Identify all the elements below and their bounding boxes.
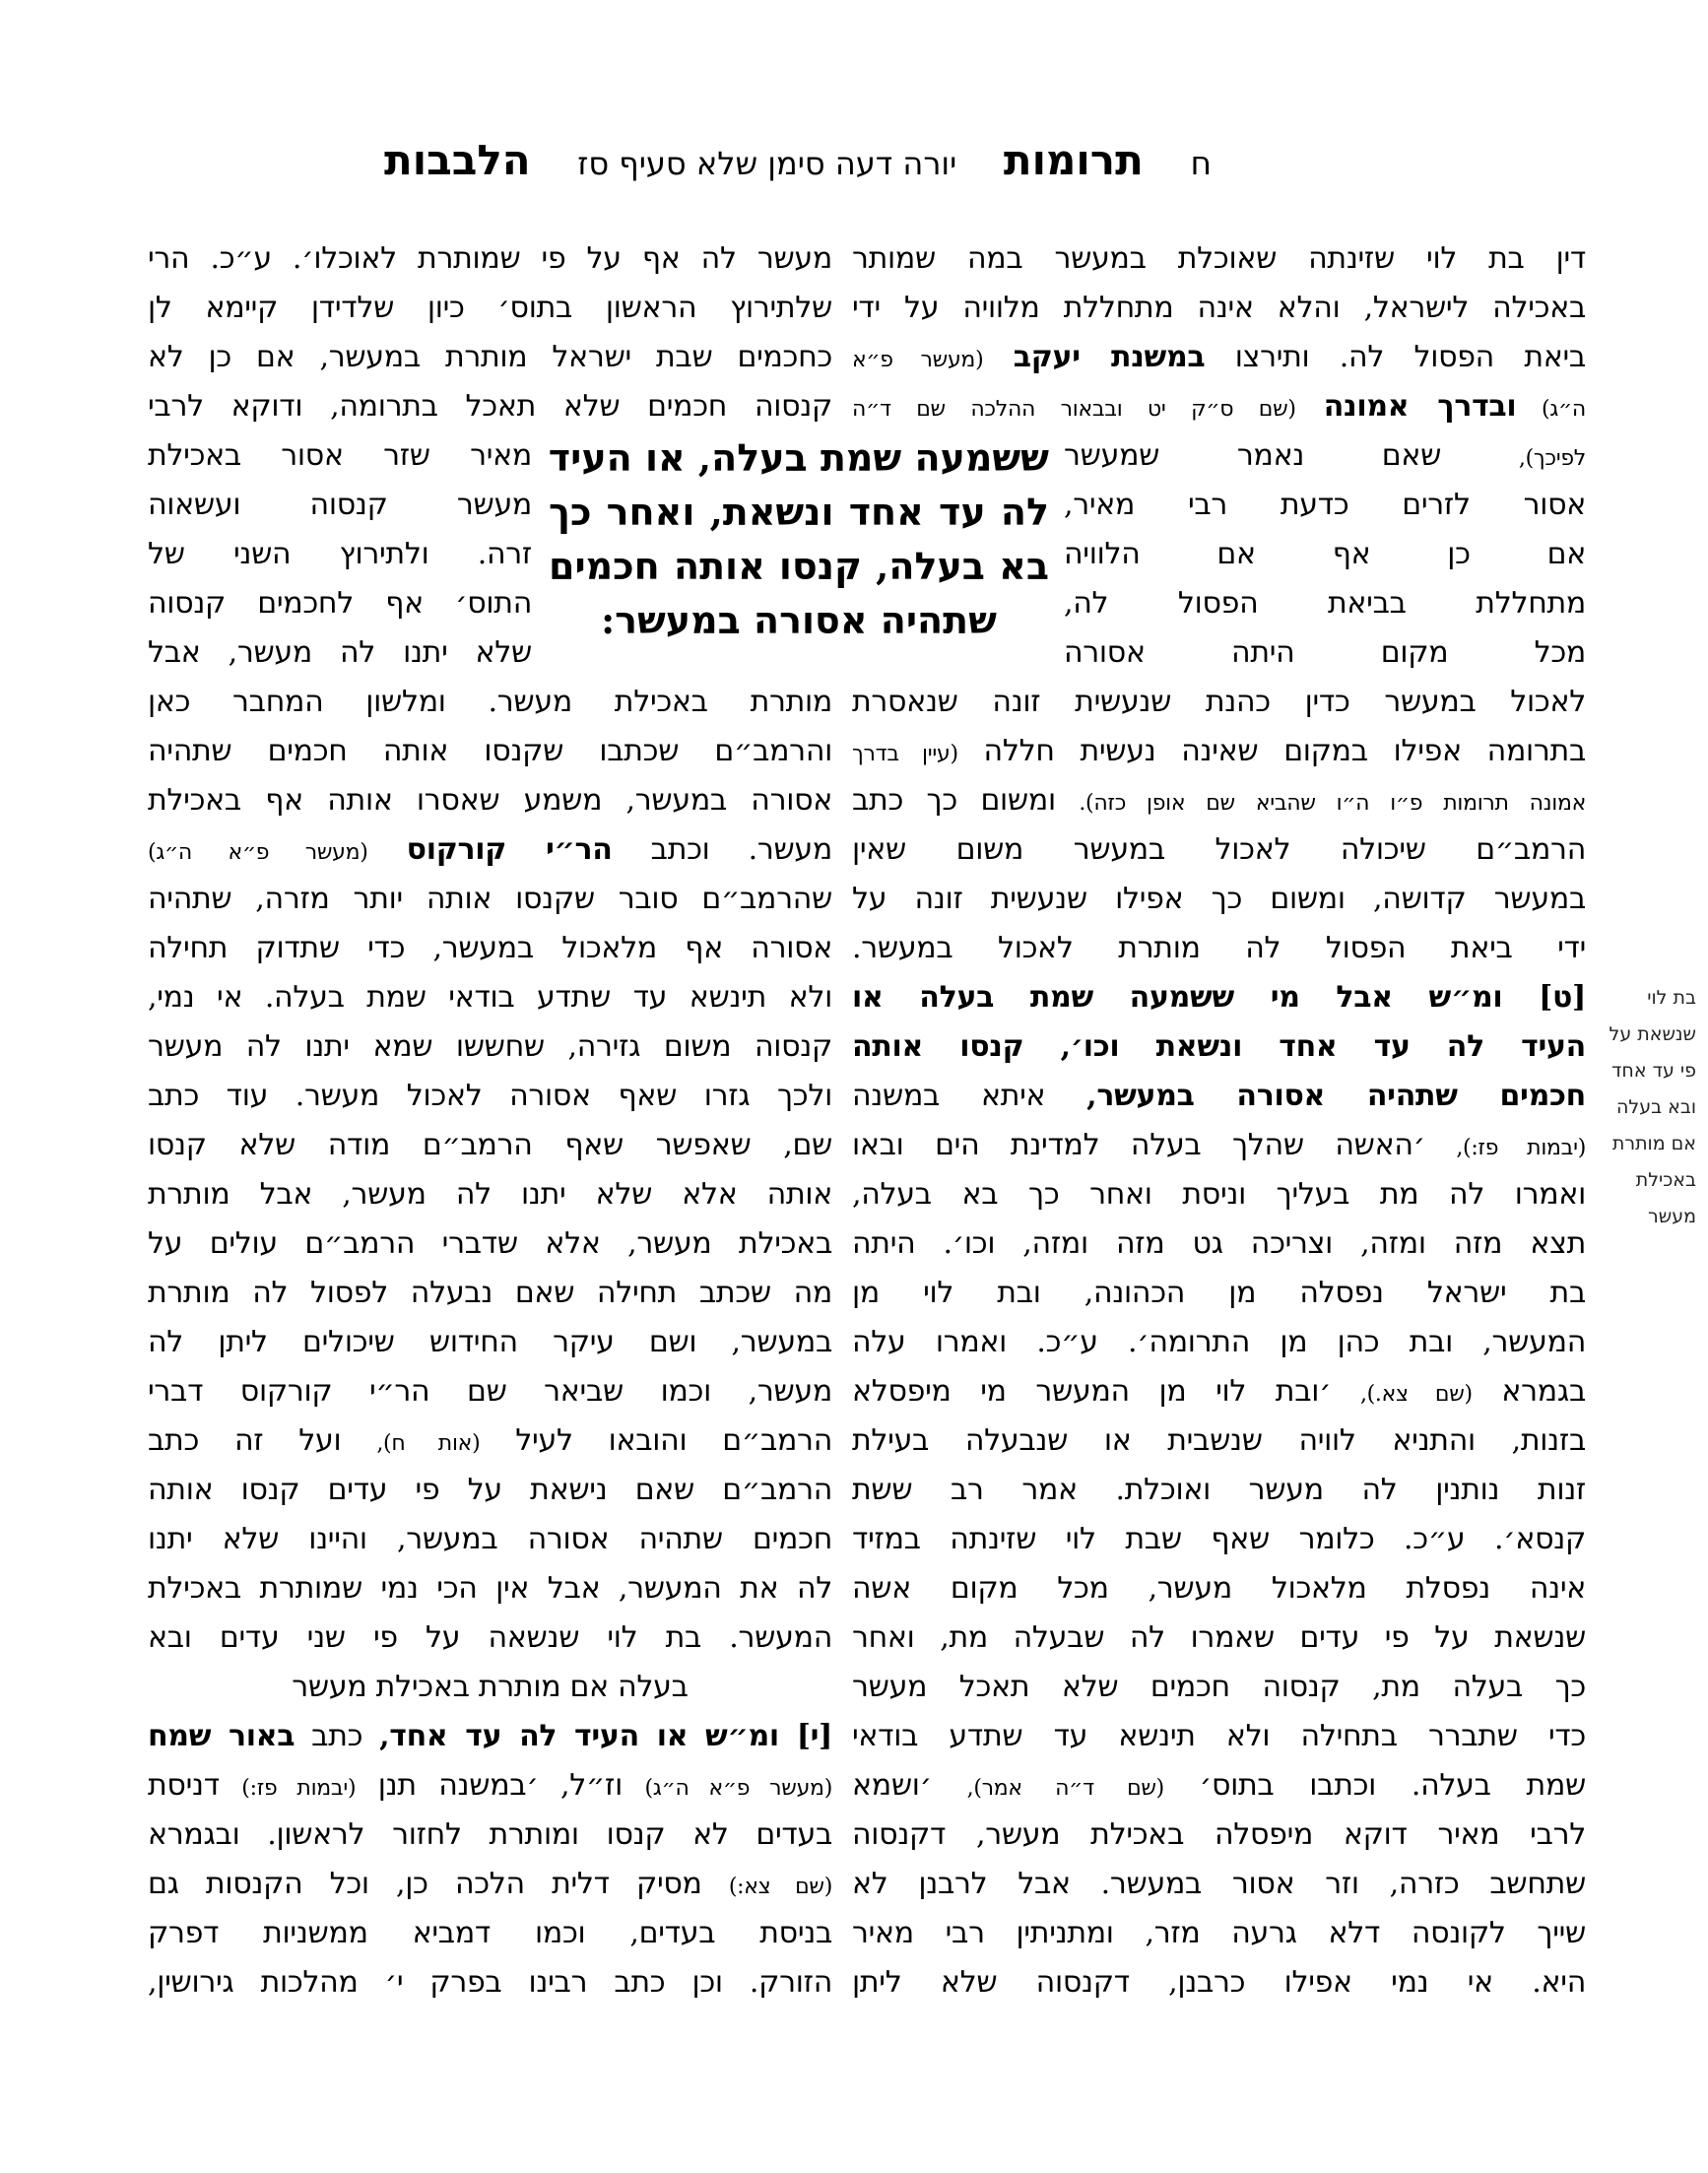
text-segment: תצא מזה ומזה, וצריכה גט מזה ומזה, וכו׳. היתה [852, 1226, 1586, 1261]
text-segment: אסורה אף מלאכול במעשר, כדי שתדוק תחילה [148, 931, 832, 965]
text-segment: ולכך גזרו שאף אסורה לאכול מעשר. עוד כתב [148, 1079, 832, 1113]
book-title: תרומות [1003, 136, 1144, 184]
text-segment: כדי שתברר בתחילה ולא תינשא עד שתדע בודאי [852, 1719, 1586, 1753]
text-segment: אינה נפסלת מלאכול מעשר, מכל מקום אשה [852, 1571, 1586, 1606]
text-line [852, 1367, 1586, 1416]
text-line [148, 1811, 832, 1860]
text-segment: באכילה לישראל, והלא אינה מתחללת מלוויה על ידי [852, 291, 1586, 325]
text-line [148, 333, 832, 382]
text-line [852, 1860, 1586, 1909]
text-line [852, 1022, 1586, 1072]
text-line [852, 234, 1586, 284]
text-segment: הרמב״ם שאם נישאת על פי עדים קנסו אותה [148, 1473, 832, 1507]
text-line [148, 1367, 832, 1416]
text-line [852, 1663, 1586, 1712]
text-segment: [ט] ומ״ש אבל מי ששמעה שמת בעלה או [852, 980, 1586, 1015]
text-line [852, 825, 1586, 875]
text-line [852, 284, 1586, 333]
text-line [148, 973, 832, 1022]
left-column-narrow [148, 431, 532, 678]
text-line [852, 1269, 1586, 1318]
text-segment: העיד לה עד אחד ונשאת וכו׳, קנסו אותה [852, 1029, 1586, 1064]
text-line [148, 825, 832, 875]
text-line [148, 431, 532, 481]
text-line [148, 727, 832, 776]
text-segment: קנסא׳. ע״כ. כלומר שאף שבת לוי שזינתה במזיד [852, 1522, 1586, 1556]
text-line [148, 678, 832, 727]
text-line [148, 234, 832, 284]
text-segment: שלתירוץ הראשון בתוס׳ כיון שלדידן קיימא לן [148, 291, 832, 325]
text-line [148, 481, 532, 530]
text-segment: אותה אלא שלא יתנו לה מעשר, אבל מותרת [148, 1177, 832, 1212]
page-number: ח [1190, 144, 1212, 182]
margin-note [1594, 980, 1696, 1235]
text-segment: שנשאת על [1609, 1023, 1696, 1045]
text-line [148, 1121, 832, 1170]
text-segment: קנסוה משום גזירה, שחששו שמא יתנו לה מעשר [148, 1029, 832, 1064]
text-line [1064, 481, 1586, 530]
text-segment: שנשאת על פי עדים שאמרו לה שבעלה מת, ואחר [852, 1620, 1586, 1655]
text-segment: בת לוי [1647, 987, 1696, 1009]
text-line [148, 1269, 832, 1318]
text-line [148, 1022, 832, 1072]
text-line [852, 1958, 1586, 2008]
text-segment: שלא יתנו לה מעשר, אבל [148, 635, 532, 670]
text-line [148, 1072, 832, 1121]
text-segment: בגמרא [1472, 1374, 1586, 1409]
text-segment: מכל מקום היתה אסורה [1064, 635, 1586, 670]
text-segment: ביאת הפסול לה. ותירצו [1205, 340, 1586, 374]
text-segment [1296, 389, 1324, 424]
text-segment: ואמרו לה מת בעליך וניסת ואחר כך בא בעלה, [852, 1177, 1586, 1212]
section-reference: יורה דעה סימן שלא סעיף סז [577, 145, 957, 182]
text-line [1064, 579, 1586, 628]
text-line [852, 1170, 1586, 1219]
text-segment: מה שכתב תחילה שאם נבעלה לפסול לה מותרת [148, 1276, 832, 1310]
text-segment: הר״י קורקוס [406, 832, 613, 867]
text-segment: פי עד אחד [1611, 1060, 1696, 1082]
text-segment: ששמעה שמת בעלה, או העיד [549, 435, 1049, 480]
text-line [852, 973, 1586, 1022]
text-segment: לאכול במעשר כדין כהנת שנעשית זונה שנאסרת [852, 685, 1586, 719]
text-segment: מעשר [1648, 1206, 1696, 1227]
text-segment: [י] ומ״ש או העיד לה עד אחד, [379, 1719, 832, 1753]
text-line [148, 776, 832, 825]
text-segment: הרמב״ם והובאו לעיל [480, 1423, 832, 1458]
text-line [148, 1219, 832, 1269]
text-segment: שמת בעלה. וכתבו בתוס׳ [1163, 1768, 1586, 1803]
text-segment: (מעשר פ״א ה״ג) [148, 840, 368, 865]
text-segment: כתב [295, 1719, 380, 1753]
text-segment: (אות ח), [376, 1431, 481, 1456]
text-line [852, 1811, 1586, 1860]
text-line [148, 1466, 832, 1515]
text-segment: אמונה תרומות פ״ו ה״ו שהביא שם אופן כזה). [1079, 791, 1586, 816]
text-segment: מעשר. וכתב [612, 832, 832, 867]
text-segment: אם מותרת [1611, 1133, 1696, 1154]
text-line [148, 1712, 832, 1761]
text-segment: מאיר שזר אסור באכילת [148, 438, 532, 473]
text-segment: ידי ביאת הפסול לה מותרת לאכול במעשר. [852, 931, 1586, 965]
text-line [852, 1613, 1586, 1663]
text-segment: המעשר. בת לוי שנשאה על פי שני עדים ובא [148, 1620, 832, 1655]
text-line [148, 1416, 832, 1466]
text-line [852, 1761, 1586, 1811]
text-line [1594, 1199, 1696, 1235]
text-segment: אסור לזרים כדעת רבי מאיר, [1064, 488, 1586, 522]
text-segment: ובדרך אמונה [1323, 389, 1517, 424]
text-segment: באכילת מעשר, אלא שדברי הרמב״ם עולים על [148, 1226, 832, 1261]
text-segment: ולא תינשא עד שתדע בודאי שמת בעלה. אי נמי, [148, 980, 832, 1015]
text-line [148, 530, 532, 579]
text-line [148, 1613, 832, 1663]
text-segment: (יבמות פז:), [1456, 1136, 1586, 1160]
text-line [148, 628, 532, 678]
text-line [148, 1663, 832, 1712]
text-line [1594, 1017, 1696, 1053]
text-segment: שהרמב״ם סובר שקנסו אותה יותר מזרה, שתהיה [148, 882, 832, 916]
text-line [148, 875, 832, 924]
right-column-narrow [1064, 431, 1586, 678]
text-segment: מעשר, וכמו שביאר שם הר״י קורקוס דברי [148, 1374, 832, 1409]
text-segment: הזורק. וכן כתב רבינו בפרק י׳ מהלכות גירושין, [148, 1965, 832, 2000]
text-segment: (שם צא.), [1359, 1382, 1473, 1407]
text-segment: לה את המעשר, אבל אין הכי נמי שמותרת באכילת [148, 1571, 832, 1606]
text-line [852, 1072, 1586, 1121]
text-line [148, 1860, 832, 1909]
text-line [852, 1712, 1586, 1761]
text-segment: (יבמות פז:) [241, 1776, 357, 1801]
text-segment: באור שמח [148, 1719, 296, 1753]
text-segment: בתרומה אפילו במקום שאינה נעשית חללה [957, 734, 1586, 768]
text-segment: בניסת בעדים, וכמו דמביא ממשניות דפרק [148, 1916, 832, 1950]
text-segment: מעשר קנסוה ועשאוה [148, 488, 532, 522]
text-line [148, 1318, 832, 1367]
text-line [148, 579, 532, 628]
text-line [148, 1909, 832, 1958]
text-line [852, 382, 1586, 431]
text-segment: (מעשר פ״א [852, 348, 984, 372]
text-segment: (מעשר פ״א ה״ג) [644, 1776, 832, 1801]
text-line [852, 1416, 1586, 1466]
text-segment: זנות נותנין לה מעשר ואוכלת. אמר רב ששת [852, 1473, 1586, 1507]
text-segment: מסיק דלית הלכה כן, וכל הקנסות גם [148, 1867, 729, 1901]
page-header [384, 136, 1212, 195]
text-segment: מתחללת בביאת הפסול לה, [1064, 586, 1586, 621]
text-segment: (עיין בדרך [852, 742, 958, 766]
text-segment: כך בעלה מת, קנסוה חכמים שלא תאכל מעשר [852, 1670, 1586, 1704]
text-line [1594, 1053, 1696, 1089]
text-line [852, 1564, 1586, 1613]
text-line [148, 382, 832, 431]
text-line [852, 333, 1586, 382]
text-segment: זרה. ולתירוץ השני של [148, 537, 532, 571]
text-segment: קנסוה חכמים שלא תאכל בתרומה, ודוקא לרבי [148, 389, 832, 424]
text-segment: הרמב״ם שיכולה לאכול במעשר משום שאין [852, 832, 1586, 867]
text-line [148, 1170, 832, 1219]
text-line [852, 678, 1586, 727]
text-line [1594, 1089, 1696, 1126]
text-segment: שייך לקונסה דלא גרעה מזר, ומתניתין רבי מאיר [852, 1916, 1586, 1950]
text-segment [368, 832, 407, 867]
text-segment: ה״ג) [1516, 397, 1586, 422]
text-line [852, 776, 1586, 825]
text-segment: שאם נאמר שמעשר [1064, 438, 1519, 473]
text-segment: לרבי מאיר דוקא מיפסלה באכילת מעשר, דקנסוה [852, 1817, 1586, 1852]
text-segment: והרמב״ם שכתבו שקנסו אותה חכמים שתהיה [148, 734, 832, 768]
text-segment: בזנות, והתניא לוויה שנשבית או שנבעלה בעילת [852, 1423, 1586, 1458]
text-segment: חכמים שתהיה אסורה במעשר, והיינו שלא יתנו [148, 1522, 832, 1556]
text-segment: מותרת באכילת מעשר. ומלשון המחבר כאן [148, 685, 832, 719]
text-segment: איתא במשנה [852, 1079, 1087, 1113]
text-line [852, 875, 1586, 924]
text-segment: בעדים לא קנסו ומותרת לחזור לראשון. ובגמרא [148, 1817, 832, 1852]
text-segment: ומשום כך כתב [852, 783, 1080, 818]
text-segment: שתהיה אסורה במעשר: [601, 598, 997, 642]
text-segment: חכמים שתהיה אסורה במעשר, [1086, 1079, 1586, 1113]
text-line [852, 1219, 1586, 1269]
text-segment: היא. אי נמי אפילו כרבנן, דקנסוה שלא ליתן [852, 1965, 1586, 2000]
text-segment: (שם צא:) [728, 1875, 832, 1899]
text-segment: שם, שאפשר שאף הרמב״ם מודה שלא קנסו [148, 1128, 832, 1162]
left-column-top [148, 234, 832, 431]
text-segment: כחכמים שבת ישראל מותרת במעשר, אם כן לא [148, 340, 832, 374]
text-segment: בא בעלה, קנסו אותה חכמים [549, 544, 1049, 588]
text-line [148, 1761, 832, 1811]
text-segment: אם כן אף אם הלוויה [1064, 537, 1586, 571]
text-segment: באכילת [1635, 1169, 1696, 1191]
text-segment: אסורה במעשר, משמע שאסרו אותה אף באכילת [148, 783, 832, 818]
text-segment: ׳ובת לוי מן המעשר מי מיפסלא [852, 1374, 1360, 1409]
text-segment: ועל זה כתב [148, 1423, 377, 1458]
text-segment: וז״ל, ׳במשנה תנן [356, 1768, 645, 1803]
text-line [1064, 431, 1586, 481]
text-segment: התוס׳ אף לחכמים קנסוה [148, 586, 532, 621]
text-segment: דין בת לוי שזינתה שאוכלת במעשר במה שמותר [852, 241, 1586, 276]
text-line [1064, 530, 1586, 579]
text-segment: מעשר לה אף על פי שמותרת לאוכלו׳. ע״כ. הרי [148, 241, 832, 276]
text-segment: בעלה אם מותרת באכילת מעשר [292, 1670, 689, 1704]
work-title: הלבבות [384, 136, 531, 184]
text-line [1064, 628, 1586, 678]
text-line [1594, 1162, 1696, 1199]
text-line [148, 924, 832, 973]
text-segment: המעשר, ובת כהן מן התרומה׳. ע״כ. ואמרו עלה [852, 1325, 1586, 1359]
text-segment: (שם ס״ק יט ובבאור ההלכה שם ד״ה [852, 397, 1296, 422]
text-segment: ׳ושמא [852, 1768, 967, 1803]
text-line [852, 1515, 1586, 1564]
text-segment: (שם ד״ה אמר), [966, 1776, 1164, 1801]
text-line [852, 727, 1586, 776]
text-line [852, 1318, 1586, 1367]
right-column-top [852, 234, 1586, 431]
text-line [852, 924, 1586, 973]
text-line [148, 284, 832, 333]
text-segment: שתחשב כזרה, וזר אסור במעשר. אבל לרבנן לא [852, 1867, 1586, 1901]
text-segment: ובא בעלה [1616, 1096, 1696, 1118]
text-line [1594, 980, 1696, 1017]
text-segment [983, 340, 1013, 374]
text-segment: לה עד אחד ונשאת, ואחר כך [549, 490, 1049, 534]
text-segment: במעשר קדושה, ומשום כך אפילו שנעשית זונה על [852, 882, 1586, 916]
text-segment: ׳האשה שהלך בעלה למדינת הים ובאו [852, 1128, 1457, 1162]
text-segment: במעשר, ושם עיקר החידוש שיכולים ליתן לה [148, 1325, 832, 1359]
text-line [852, 1909, 1586, 1958]
text-line [852, 1121, 1586, 1170]
left-column [148, 234, 832, 2008]
left-column-body [148, 678, 832, 2008]
right-column-body [852, 678, 1586, 2008]
text-line [852, 1466, 1586, 1515]
text-segment: במשנת יעקב [1013, 340, 1206, 374]
text-segment: דניסת [148, 1768, 242, 1803]
text-line [148, 1515, 832, 1564]
text-line [1594, 1126, 1696, 1162]
text-line [148, 1564, 832, 1613]
text-line [148, 1958, 832, 2008]
text-segment: לפיכך), [1518, 446, 1586, 471]
text-segment: בת ישראל נפסלה מן הכהונה, ובת לוי מן [852, 1276, 1586, 1310]
